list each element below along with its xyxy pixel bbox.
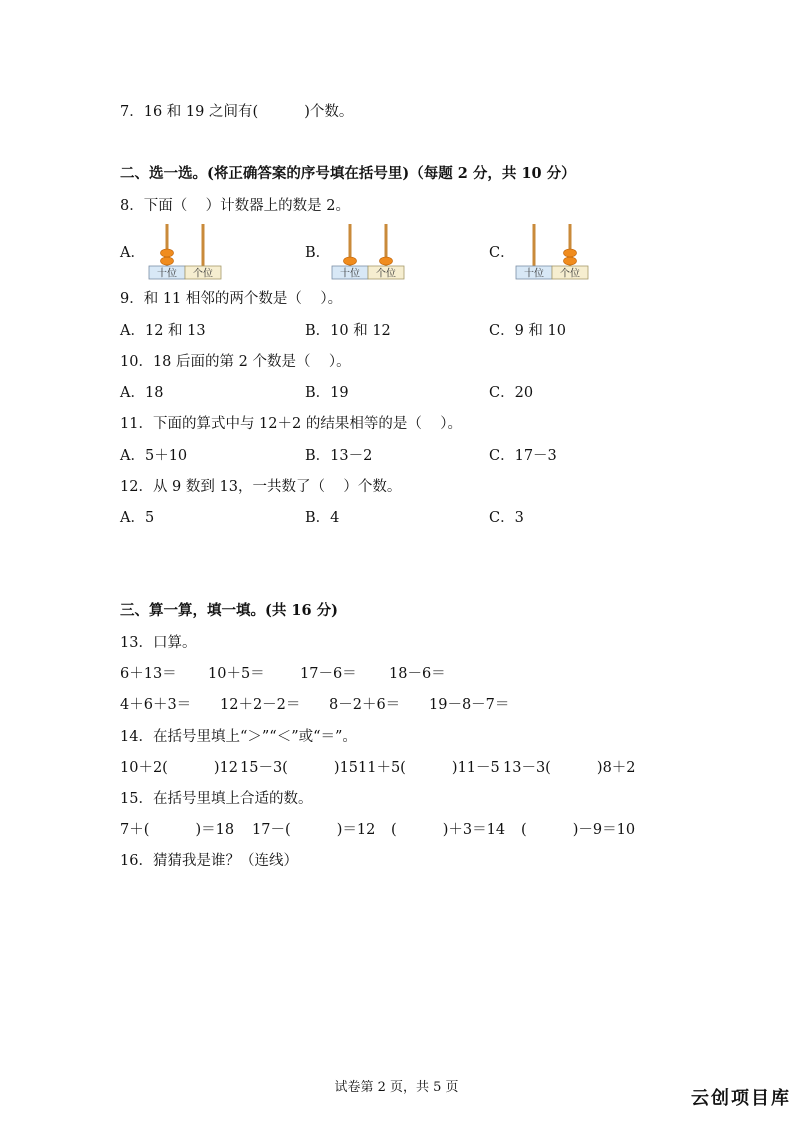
q15-item-1[interactable]: 7＋( )＝18 (120, 822, 235, 838)
q14-item-1[interactable]: 10＋2( )12 (120, 760, 239, 776)
q10-option-a[interactable]: A．18 (120, 385, 164, 401)
ones-place-label: 个位 (193, 268, 213, 280)
q15-item-2[interactable]: 17－( )＝12 (252, 822, 376, 838)
q13-row2-item-2: 12＋2－2＝ (220, 697, 301, 713)
question-10: 10．18 后面的第 2 个数是（ ）。 (120, 354, 351, 370)
tens-bead (344, 257, 357, 265)
q13-row2-item-3: 8－2＋6＝ (329, 697, 401, 713)
question-9: 9．和 11 相邻的两个数是（ ）。 (120, 291, 343, 307)
q11-option-b[interactable]: B．13－2 (305, 448, 373, 464)
q9-option-c[interactable]: C．9 和 10 (489, 323, 566, 339)
q9-option-b[interactable]: B．10 和 12 (305, 323, 391, 339)
ones-place-label: 个位 (376, 268, 396, 280)
q14-item-3[interactable]: 11＋5( )11－5 (358, 760, 500, 776)
tens-place-label: 十位 (157, 268, 177, 280)
q10-option-c[interactable]: C．20 (489, 385, 534, 401)
tens-rod (533, 224, 536, 266)
ones-bead (564, 249, 577, 257)
tens-bead (161, 249, 174, 257)
q13-row1-item-3: 17－6＝ (300, 666, 357, 682)
tens-bead (161, 257, 174, 265)
q8-option-c-label[interactable]: C． (489, 245, 515, 261)
question-16: 16．猜猜我是谁？（连线） (120, 853, 298, 869)
ones-bead (380, 257, 393, 265)
question-11: 11．下面的算式中与 12＋2 的结果相等的是（ ）。 (120, 416, 463, 432)
q13-row2-item-1: 4＋6＋3＝ (120, 697, 192, 713)
q11-option-a[interactable]: A．5＋10 (120, 448, 188, 464)
page-footer: 试卷第 2 页，共 5 页 (334, 1080, 459, 1095)
q11-option-c[interactable]: C．17－3 (489, 448, 557, 464)
section-3-heading: 三、算一算，填一填。(共 16 分) (120, 602, 338, 619)
q8-abacus-c (515, 222, 589, 280)
q12-option-c[interactable]: C．3 (489, 510, 524, 526)
tens-place-label: 十位 (340, 268, 360, 280)
question-7: 7．16 和 19 之间有( )个数。 (120, 104, 354, 120)
q13-row2-item-4: 19－8－7＝ (429, 697, 510, 713)
q10-option-b[interactable]: B．19 (305, 385, 349, 401)
ones-place-label: 个位 (560, 268, 580, 280)
question-12: 12．从 9 数到 13，一共数了（ ）个数。 (120, 479, 402, 495)
ones-rod (202, 224, 205, 266)
question-8: 8．下面（ ）计数器上的数是 2。 (120, 198, 350, 214)
q8-abacus-a (148, 222, 222, 280)
section-2-heading: 二、选一选。(将正确答案的序号填在括号里)（每题 2 分，共 10 分） (120, 165, 576, 182)
q14-item-2[interactable]: 15－3( )15 (240, 760, 359, 776)
question-15: 15．在括号里填上合适的数。 (120, 791, 313, 807)
tens-place-label: 十位 (524, 268, 544, 280)
q13-row1-item-1: 6＋13＝ (120, 666, 177, 682)
q13-row1-item-2: 10＋5＝ (208, 666, 265, 682)
q14-item-4[interactable]: 13－3( )8＋2 (503, 760, 636, 776)
q9-option-a[interactable]: A．12 和 13 (120, 323, 206, 339)
q8-option-a-label[interactable]: A． (120, 245, 145, 261)
question-14: 14．在括号里填上“＞”“＜”或“＝”。 (120, 729, 357, 745)
q8-option-b-label[interactable]: B． (305, 245, 331, 261)
q15-item-4[interactable]: ( )－9＝10 (521, 822, 636, 838)
ones-bead (564, 257, 577, 265)
question-13: 13．口算。 (120, 635, 197, 651)
q15-item-3[interactable]: ( )＋3＝14 (391, 822, 506, 838)
q13-row1-item-4: 18－6＝ (389, 666, 446, 682)
q8-abacus-b (331, 222, 405, 280)
brand-watermark: 云创项目库 (691, 1088, 791, 1109)
q12-option-a[interactable]: A．5 (120, 510, 155, 526)
q12-option-b[interactable]: B．4 (305, 510, 340, 526)
